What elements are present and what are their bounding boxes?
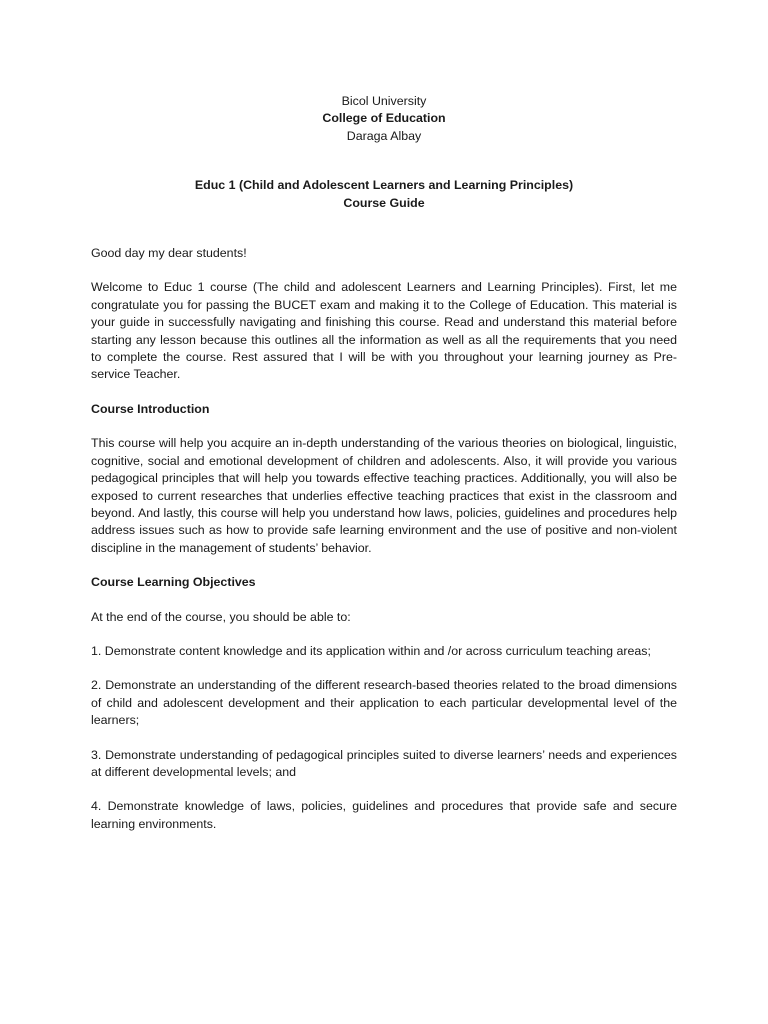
course-subtitle: Course Guide — [343, 195, 425, 210]
greeting: Good day my dear students! — [91, 246, 247, 261]
objective-item: 1. Demonstrate content knowledge and its application within and /or across curriculum teaching areas; — [91, 643, 651, 658]
objectives-lead: At the end of the course, you should be able to: — [91, 609, 351, 624]
introduction-paragraph: This course will help you acquire an in-depth understanding of the various theories on biological, linguistic, cognitive, social and emotional development of children and adolescents. Also, it will provide you various pedagogical principles that will help you towards effective teaching practices. Additionally, you will also be exposed to current researches that underlies effective teaching practices that exist in the classroom and beyond. And lastly, this course will help you understand how laws, policies, guidelines and procedures help address issues such as how to provide safe learning environment and the use of positive and non-violent discipline in the management of students’ behavior. — [91, 436, 677, 555]
objective-item: 3. Demonstrate understanding of pedagogical principles suited to diverse learners’ needs and experiences at different developmental levels; and — [91, 747, 677, 779]
college-name: College of Education — [322, 111, 446, 126]
objectives-list — [91, 643, 677, 833]
university-name: Bicol University — [341, 94, 427, 108]
course-title: Educ 1 (Child and Adolescent Learners and Learning Principles) — [194, 178, 574, 193]
introduction-heading: Course Introduction — [91, 401, 210, 416]
objective-item: 2. Demonstrate an understanding of the different research-based theories related to the broad dimensions of child and adolescent development and their application to each particular developmental level of the learners; — [91, 678, 677, 728]
course-title-block — [91, 177, 677, 212]
document-header — [91, 93, 677, 145]
welcome-paragraph: Welcome to Educ 1 course (The child and adolescent Learners and Learning Principles). First, let me congratulate you for passing the BUCET exam and making it to the College of Education. This material is your guide in successfully navigating and finishing this course. Read and understand this material before starting any lesson because this outlines all the information as well as all the requirements that you need to complete the course. Rest assured that I will be with you throughout your learning journey as Pre-service Teacher. — [91, 280, 677, 382]
objectives-heading: Course Learning Objectives — [91, 575, 256, 590]
location: Daraga Albay — [346, 128, 422, 143]
objective-item: 4. Demonstrate knowledge of laws, policies, guidelines and procedures that provide safe and secure learning environments. — [91, 799, 677, 831]
